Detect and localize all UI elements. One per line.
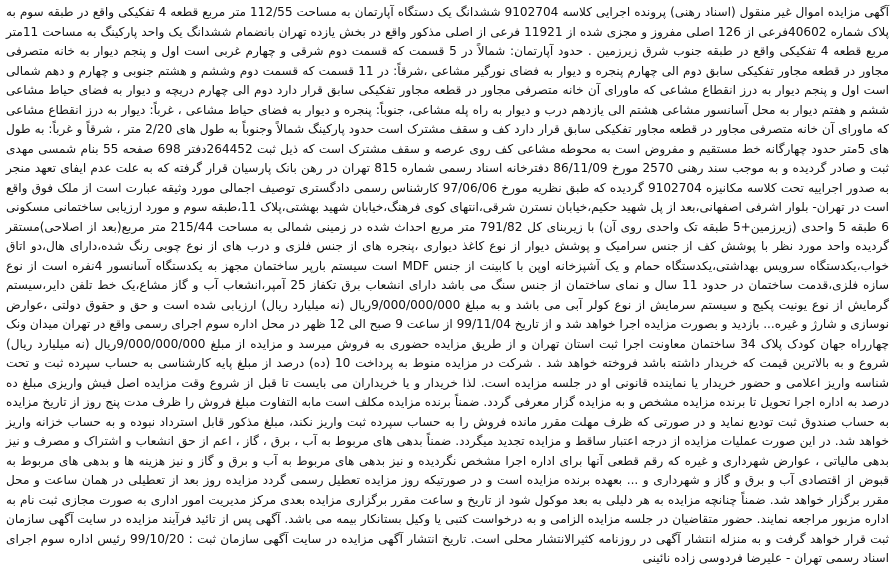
notice-body-text: آگهی مزایده اموال غیر منقول (اسناد رهنی) پرونده اجرایی کلاسه 9102704 ششدانگ یک دستگاه آپارتمان به مساحت 112/55 متر مربع قطعه 4 تفکیکی واقع در طبقه سوم به پلاک شماره 40602فرعی از 126 اصلی مفروز و مجزی شده از 11921 فرعی از اصلی مذکور واقع در بخش یازده تهران بانضمام ششدانگ یک واحد پارکینگ به مساحت 11متر مربع قطعه 4 تفکیکی واقع در طبقه جنوب شرق زیرزمین . حدود آپارتمان: شمالاً در 5 قسمت که قسمت دوم شرقی و چهارم غربی است اول و پنجم دیوار به خانه متصرفی مجاور در قطعه مجاور تفکیکی سابق دوم الی چهارم پنجره و دیوار به فضای نورگیر مشاعی ،شرقاً: در 11 قسمت که قسمت دوم وششم و هشتم جنوبی و چهارم و دهم شمالی است اول و پنجم دیوار به درز انقطاع مشاعی که ماورای آن خانه متصرفی مجاور در قطعه مجاور تفکیکی سابق قرار دارد دوم الی چهارم دریچه و دیوار به فضای حیاط مشاعی ششم و هفتم دیوار به محل آسانسور مشاعی هشتم الی یازدهم درب و دیوار به راه پله مشاعی، جنوباً: پنجره و دیوار به فضای حیاط مشاعی ، غرباً: دیوار به درز انقطاع مشاعی که ماورای آن خانه متصرفی مجاور در قطعه مجاور تفکیکی سابق قرار دارد کف و سقف مشترک است حدود پارکینگ شمالاً وجنوباً به طول های 2/20 متر ، شرقاً و غرباً: به طول های 5متر حدود چهارگانه خط مستقیم و مفروض است به محوطه مشاعی کف روی عرصه و سقف مشترک است که ذیل ثبت 264452دفتر 698 صفحه 55 بنام شمسی مهدی ثبت و صادر گردیده و به موجب سند رهنی 2570 مورخ 86/11/09 دفترخانه اسناد رسمی شماره 815 تهران در رهن بانک پارسیان قرار گرفته که به علت عدم ایفای تعهد منجر به صدور اجراییه تحت کلاسه مکانیزه 9102704 گردیده که طبق نظریه مورخ 97/06/06 کارشناس رسمی دادگستری توصیف اجمالی مورد وثیقه عبارت است از ملک فوق واقع است در تهران- بلوار اشرفی اصفهانی،بعد از پل شهید حکیم،خیابان نسترن شرقی،انتهای کوی فرهنگ،خیابان شهید بهشتی،پلاک 11،طبقه سوم و مورد ارزیابی ساختمانی مسکونی 6 طبقه 5 واحدی (زیرزمین+5 طبقه تک واحدی روی آن) با زیربنای کل 791/82 متر مربع احداث شده در زمینی شمالی به مساحت 215/44 متر مربع(بعد از اصلاحی)مستقر گردیده واحد مورد نظر با پوشش کف از جنس سرامیک و پوشش دیوار از نوع کاغذ دیواری ،پنجره های از جنس فلزی و درب های از نوع چوبی رنگ شده،دارای هال،دو اتاق خواب،یکدستگاه سرویس بهداشتی،یکدستگاه حمام و یک آشپزخانه اوپن با کابینت از جنس MDF است سیستم بارپر ساختمان مجهز به یکدستگاه آسانسور 4نفره است از نوع سازه فلزی،قدمت ساختمان در حدود 11 سال و نمای ساختمان از جنس سنگ می باشد دارای انشعاب برق تکفاز 25 آمپر،انشعاب آب و گاز مشاع،یک خط تلفن دایر،سیستم گرمایش از نوع یونیت پکیج و سیستم سرمایش از نوع کولر آبی می باشد و به مبلغ 9/000/000/000ریال (نه میلیارد ریال) ارزیابی شده است و حق و حقوق دولتی ،عوارض نوسازی و شارژ و غیره... بازدید و بصورت مزایده اجرا خواهد شد و از تاریخ 99/11/04 از ساعت 9 صبح الی 12 ظهر در محل اداره سوم اجرای رسمی واقع در تهران میدان ونک چهارراه جهان کودک پلاک 34 ساختمان معاونت اجرا ثبت استان تهران و از طریق مزایده حضوری به فروش میرسد و مزایده از مبلغ 9/000/000/000ریال (نه میلیارد ریال) شروع و به بالاترین قیمت که خریدار داشته باشد فروخته خواهد شد . شرکت در مزایده منوط به پرداخت 10 (ده) درصد از مبلغ پایه کارشناسی به حساب سپرده ثبت و تحت شناسه واریز اعلامی و حضور خریدار یا نماینده قانونی او در جلسه مزایده است. لذا خریدار و یا خریداران می بایست تا قبل از شروع وقت مزایده اصل فیش واریزی مبلغ ده درصد به اداره اجرا تحویل تا برنده مزایده مشخص و به مزایده گزار معرفی گردد. ضمناً برنده مزایده مکلف است مابه التفاوت مبلغ فروش را ظرف مدت پنج روز از تاریخ مزایده به حساب صندوق ثبت تودیع نماید و در صورتی که ظرف مهلت مقرر مانده فروش را به حساب سپرده ثبت واریز نکند، مبلغ مذکور قابل استرداد نبوده و به حساب خزانه واریز خواهد شد. در این صورت عملیات مزایده از درجه اعتبار ساقط و مزایده تجدید میگردد. ضمناً بدهی های مربوط به آب ، برق ، گاز ، اعم از حق انشعاب و اشتراک و مصرف و نیز بدهی مالیاتی ، عوارض شهرداری و غیره که رقم قطعی آنها برای اداره اجرا مشخص نگردیده و نیز بدهی های مربوط به آب و برق و گاز و نیز هزینه ها و بدهی های مربوط به قبوض از اقتصادی آب و برق و گاز و شهرداری و ... بعهده برنده مزایده است و در صورتیکه روز مزایده تعطیل رسمی گردد مزایده روز بعد از تعطیلی در همان ساعت و محل مقرر برگزار خواهد شد. ضمناً چنانچه مزایده به هر دلیلی به بعد موکول شود از تاریخ و ساعت مقرر برگزاری مزایده بعدی مرکز مدیریت امور اداری به صورت مجازی ثبت نام به اداره مزبور مراجعه نمایند. حضور متقاضیان در جلسه مزایده الزامی و به درخواست کتبی یا وکیل بستانکار بیمه می باشد. آگهی پس از تائید فرآیند مزایده در سایت آگهی سازمان ثبت قرار خواهد گرفت و به منزله انتشار آگهی در روزنامه کثیرالانتشار محلی است. تاریخ انتشار آگهی مزایده در سایت آگهی سازمان ثبت : 99/10/20 رئیس اداره سوم اجرای اسناد رسمی تهران - علیرضا فردوسی زاده نائینی	[6, 5, 890, 565]
